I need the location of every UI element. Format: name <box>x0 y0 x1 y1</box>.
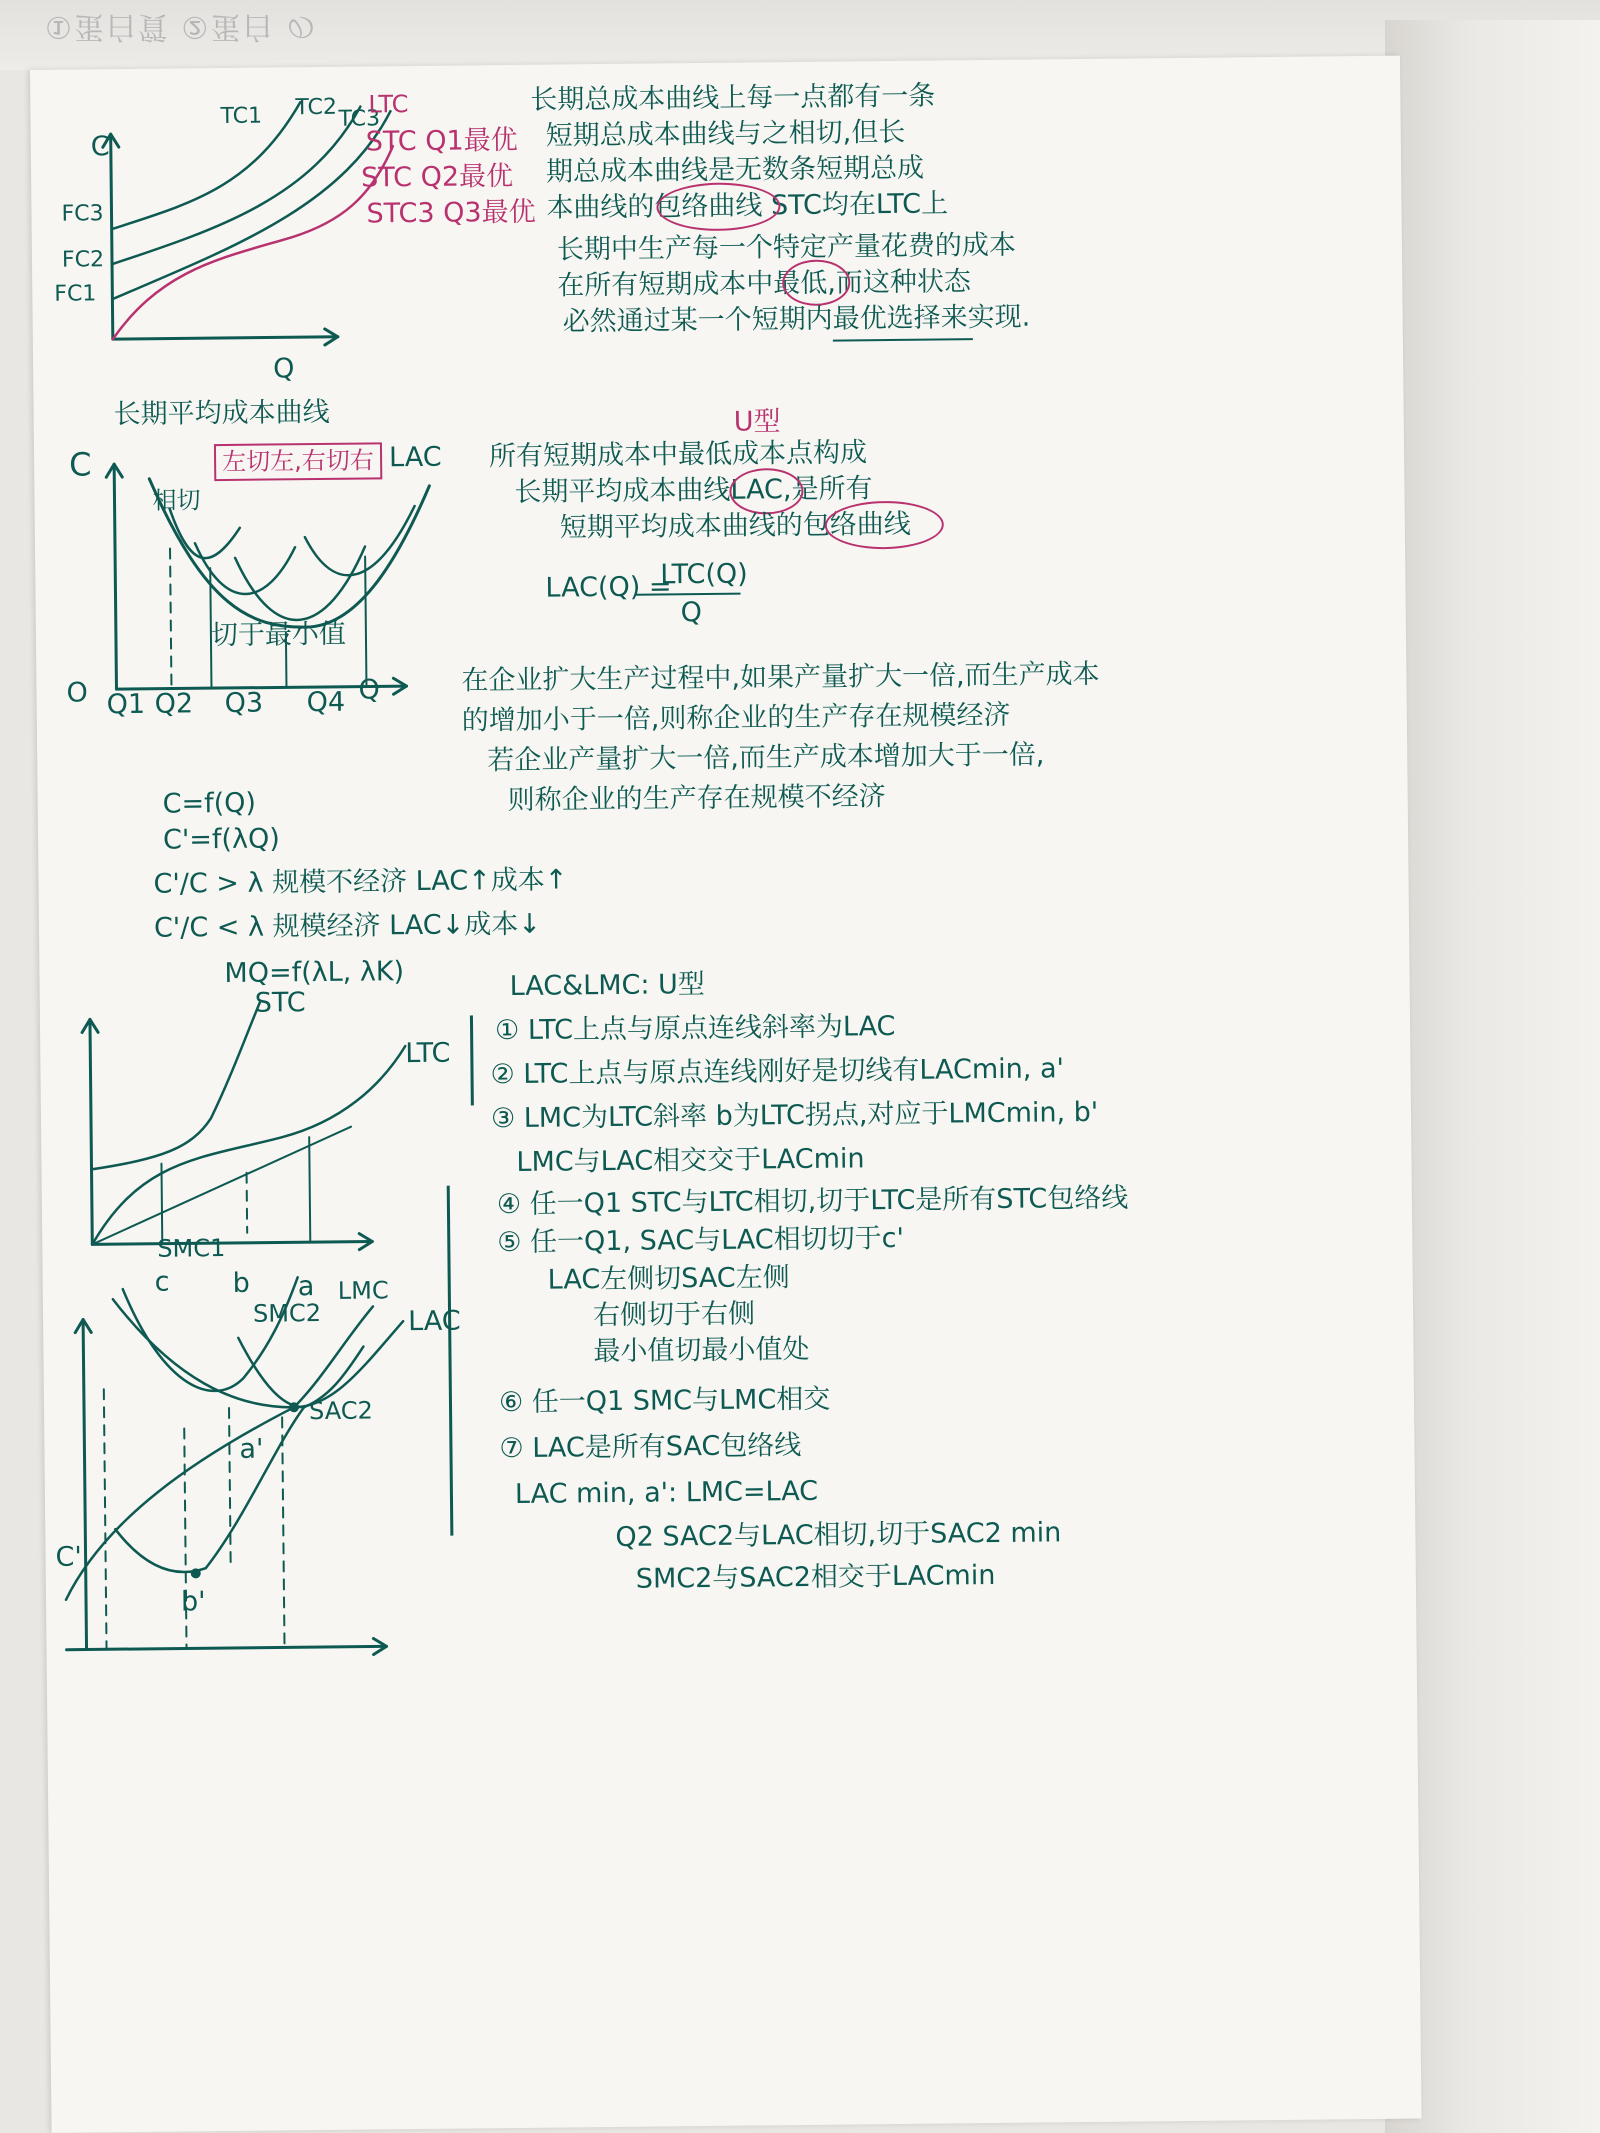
lac-formula-den: Q <box>680 596 703 629</box>
fig2-x-label: Q <box>358 674 380 706</box>
fc3-label: FC3 <box>61 201 104 227</box>
fig2-tangent-label: 相切 <box>152 486 201 515</box>
stc-legend-3: STC3 Q3最优 <box>366 196 536 230</box>
fc1-label: FC1 <box>54 281 97 307</box>
note2-line-1: 所有短期成本中最低成本点构成 <box>488 437 868 473</box>
smc2-curve <box>114 1407 306 1573</box>
note2-line-3: 短期平均成本曲线的包络曲线 <box>559 508 911 544</box>
lac-circle <box>729 468 803 515</box>
notebook-page <box>30 56 1422 2133</box>
lmc-curve <box>63 1306 376 1599</box>
u-shape-label: U型 <box>733 406 781 438</box>
note4-line-11: ⑦ LAC是所有SAC包络线 <box>499 1430 802 1465</box>
lac-formula-num: LTC(Q) <box>660 558 748 591</box>
fig2-q3: Q3 <box>224 687 264 719</box>
sac-lac-lmc-chart <box>43 1266 467 1690</box>
note4-line-6: ⑤ 任一Q1, SAC与LAC相切切于c' <box>497 1222 905 1259</box>
note4-line-14: SMC2与SAC2相交于LACmin <box>635 1559 996 1595</box>
formula-production: MQ=f(λL, λK) <box>224 956 405 990</box>
note4-line-5: ④ 任一Q1 STC与LTC相切,切于LTC是所有STC包络线 <box>496 1182 1129 1221</box>
y-axis <box>111 134 113 339</box>
fig3-tick-a: a <box>297 1271 315 1303</box>
note1-line-3: 期总成本曲线是无数条短期总成 <box>545 152 925 188</box>
fig2-min-label: 切于最小值 <box>210 618 347 652</box>
fig4-a-prime: a' <box>239 1433 264 1465</box>
formula-c-prime: C'=f(λQ) <box>162 823 280 856</box>
smc-curve <box>123 1277 299 1392</box>
tc1-label: TC1 <box>220 103 263 130</box>
fig3-tick-c: c <box>154 1266 170 1298</box>
fig3-ltc-label: LTC <box>405 1037 451 1070</box>
lac-formula-bar <box>636 593 741 596</box>
x-axis <box>113 337 338 339</box>
note3-line-4: 则称企业的生产存在规模不经济 <box>507 781 886 817</box>
sac-curve-3 <box>235 547 366 621</box>
tc2-label: TC2 <box>295 94 338 121</box>
fig4-b-prime: b' <box>180 1586 206 1618</box>
note1-line-7: 必然通过某一个短期内最优选择来实现. <box>562 301 1031 338</box>
formula-c: C=f(Q) <box>162 787 257 820</box>
note4-line-12: LAC min, a': LMC=LAC <box>514 1475 819 1510</box>
fc2-label: FC2 <box>61 247 105 273</box>
fig3-smc1-label: SMC1 <box>157 1234 226 1263</box>
note1-line-2: 短期总成本曲线与之相切,但长 <box>545 116 906 152</box>
fig4-smc2-label: SMC2 <box>252 1299 322 1328</box>
fig2-lac-label: LAC <box>388 441 442 474</box>
note2-line-2: 长期平均成本曲线LAC,是所有 <box>514 473 873 508</box>
note4-line-10: ⑥ 任一Q1 SMC与LMC相交 <box>498 1383 831 1419</box>
lac-formula-lhs: LAC(Q) = <box>545 571 672 604</box>
fig3-tick-b: b <box>232 1267 251 1299</box>
formula-diseconomy: C'/C > λ 规模不经济 LAC↑成本↑ <box>153 864 568 900</box>
note3-line-3: 若企业产量扩大一倍,而生产成本增加大于一倍, <box>487 739 1045 777</box>
sac-curve-1 <box>170 508 241 559</box>
sac-curve-4 <box>305 506 416 576</box>
note1-line-5: 长期中生产每一个特定产量花费的成本 <box>556 229 1017 266</box>
note3-line-2: 的增加小于一倍,则称企业的生产存在规模经济 <box>461 699 1011 737</box>
note4-title: LAC&LMC: U型 <box>509 968 705 1003</box>
tc1-curve <box>110 102 301 229</box>
note4-line-2: ② LTC上点与原点连线刚好是切线有LACmin, a' <box>490 1053 1065 1091</box>
envelope-circle-2 <box>825 500 944 549</box>
tc3-curve <box>110 111 392 299</box>
note4-line-4: LMC与LAC相交交于LACmin <box>516 1143 865 1178</box>
note4-line-3: ③ LMC为LTC斜率 b为LTC拐点,对应于LMCmin, b' <box>490 1096 1099 1135</box>
note4-line-1: ① LTC上点与原点连线斜率为LAC <box>494 1010 896 1047</box>
stc-ltc-chart <box>50 996 433 1290</box>
fig4-sac2-label: SAC2 <box>308 1396 373 1426</box>
fig1-x-label: Q <box>272 353 295 385</box>
fig2-title: 长期平均成本曲线 <box>113 396 330 431</box>
ltc-curve-3 <box>90 1046 407 1244</box>
note1-line-6: 在所有短期成本中最低,而这种状态 <box>557 266 972 302</box>
fig4-c-dprime: C'' <box>55 1541 90 1573</box>
fig4-lac-label: LAC <box>407 1305 461 1338</box>
tc3-label: TC3 <box>338 106 381 132</box>
stc-curve-3 <box>90 1003 262 1170</box>
fig3-stc-label: STC <box>254 987 306 1019</box>
note4-line-7: LAC左侧切SAC左侧 <box>547 1262 790 1296</box>
stc-legend-1: STC Q1最优 <box>365 124 518 158</box>
fig2-origin: O <box>66 677 88 709</box>
fig2-q4: Q4 <box>306 686 346 719</box>
note4-line-13: Q2 SAC2与LAC相切,切于SAC2 min <box>615 1517 1062 1553</box>
bleed-through-text: ①蛋白質 ②蛋白 の <box>45 9 318 44</box>
fig2-q1: Q1 <box>106 688 146 721</box>
envelope-circle-1 <box>656 182 780 231</box>
note4-line-8: 右侧切于右侧 <box>592 1298 756 1332</box>
note1-line-1: 长期总成本曲线上每一点都有一条 <box>530 80 936 116</box>
ltc-label: LTC <box>368 90 409 119</box>
stc-legend-2: STC Q2最优 <box>360 160 514 194</box>
note4-line-9: 最小值切最小值处 <box>593 1333 810 1368</box>
note4-brace <box>470 1015 474 1105</box>
formula-economy: C'/C < λ 规模经济 LAC↓成本↓ <box>153 908 542 944</box>
fig2-q2: Q2 <box>154 688 194 720</box>
ray-line <box>91 1127 352 1245</box>
note1-line-4: 本曲线的包络曲线 STC均在LTC上 <box>546 188 949 224</box>
optimal-underline <box>833 338 973 341</box>
fig2-tag: 左切左,右切右 <box>214 442 382 481</box>
fig2-y-label: C <box>68 445 92 484</box>
fig4-lmc-label: LMC <box>337 1276 389 1305</box>
note3-line-1: 在企业扩大生产过程中,如果产量扩大一倍,而生产成本 <box>461 658 1100 697</box>
ltc-curve <box>111 146 395 339</box>
fig1-y-label: C <box>90 131 110 163</box>
